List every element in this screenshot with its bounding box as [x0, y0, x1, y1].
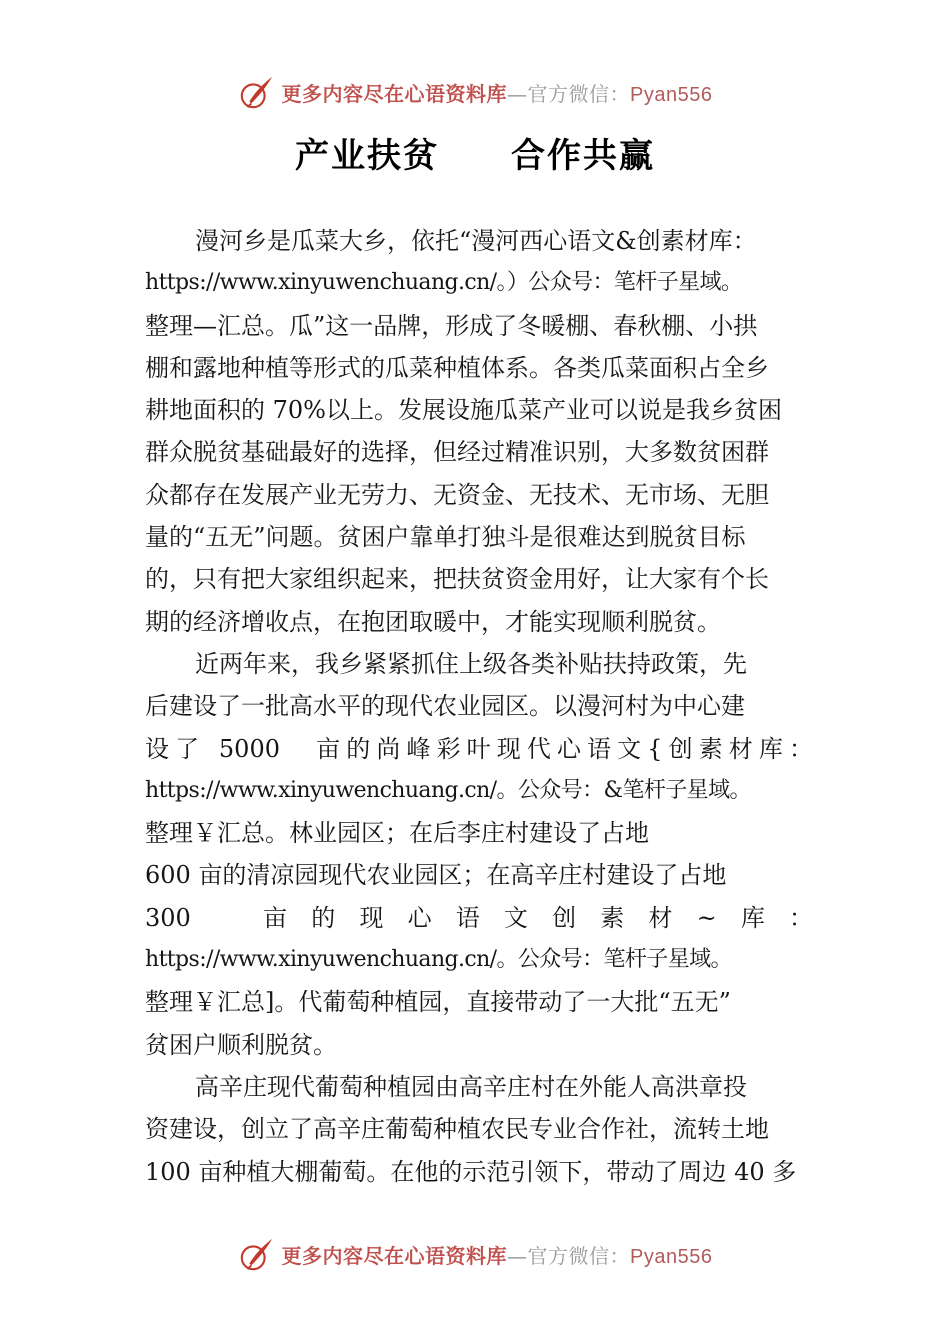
body-line: 整理￥汇总]。代葡萄种植园，直接带动了一大批“五无”	[145, 988, 731, 1017]
body-line: 整理—汇总。瓜”这一品牌，形成了冬暖棚、春秋棚、小拱	[145, 311, 758, 340]
body-line: 后建设了一批高水平的现代农业园区。以漫河村为中心建	[145, 692, 745, 721]
body-line: 300 亩的现心语文创素材~库：	[145, 903, 813, 932]
body-line: https://www.xinyuwenchuang.cn/。）公众号：笔杆子星域。	[145, 270, 743, 296]
article-title: 产业扶贫 合作共赢	[295, 136, 655, 176]
body-line: 100 亩种植大棚葡萄。在他的示范引领下，带动了周边 40 多	[145, 1157, 797, 1186]
body-line: 量的“五无”问题。贫困户靠单打独斗是很难达到脱贫目标	[145, 523, 746, 552]
body-line: https://www.xinyuwenchuang.cn/。公众号：笔杆子星域。	[145, 947, 732, 973]
body-line: 耕地面积的 70%以上。发展设施瓜菜产业可以说是我乡贫困	[145, 396, 782, 425]
body-line: 棚和露地种植等形式的瓜菜种植体系。各类瓜菜面积占全乡	[145, 353, 769, 382]
watermark-text	[282, 78, 713, 107]
header-watermark-banner	[0, 72, 950, 112]
body-line: 的，只有把大家组织起来，把扶贫资金用好，让大家有个长	[145, 565, 769, 594]
body-line: 群众脱贫基础最好的选择，但经过精准识别，大多数贫困群	[145, 438, 769, 467]
watermark-wechat-id: Pyan556	[630, 83, 713, 106]
body-line: https://www.xinyuwenchuang.cn/。公众号：&笔杆子星域。	[145, 777, 751, 803]
body-line: 设了 5000 亩的尚峰彩叶现代心语文{创素材库：	[145, 734, 813, 763]
body-line: 期的经济增收点，在抱团取暖中，才能实现顺利脱贫。	[145, 607, 721, 636]
body-line: 漫河乡是瓜菜大乡，依托“漫河西心语文&创素材库：	[195, 227, 757, 255]
body-line: 整理￥汇总。林业园区；在后李庄村建设了占地	[145, 819, 649, 848]
watermark-text	[282, 1240, 713, 1269]
body-line: 资建设，创立了高辛庄葡萄种植农民专业合作社，流转土地	[145, 1115, 769, 1144]
body-line: 众都存在发展产业无劳力、无资金、无技术、无市场、无胆	[145, 480, 769, 509]
quill-pen-logo-icon	[238, 73, 276, 111]
footer-watermark-banner	[0, 1234, 950, 1274]
body-line: 近两年来，我乡紧紧抓住上级各类补贴扶持政策，先	[195, 649, 747, 678]
watermark-wechat-id: Pyan556	[630, 1245, 713, 1268]
quill-pen-logo-icon	[238, 1235, 276, 1273]
body-line: 贫困户顺利脱贫。	[145, 1030, 337, 1059]
watermark-wechat-label: 官方微信：	[527, 81, 631, 106]
watermark-separator: —	[507, 1243, 528, 1268]
watermark-separator: —	[507, 81, 528, 106]
watermark-main-text: 更多内容尽在心语资料库	[281, 1243, 508, 1268]
body-line: 高辛庄现代葡萄种植园由高辛庄村在外能人高洪章投	[195, 1072, 747, 1101]
watermark-wechat-label: 官方微信：	[527, 1243, 631, 1268]
watermark-main-text: 更多内容尽在心语资料库	[281, 81, 508, 106]
article-body	[145, 220, 813, 1193]
body-line: 600 亩的清凉园现代农业园区；在高辛庄村建设了占地	[145, 861, 727, 890]
